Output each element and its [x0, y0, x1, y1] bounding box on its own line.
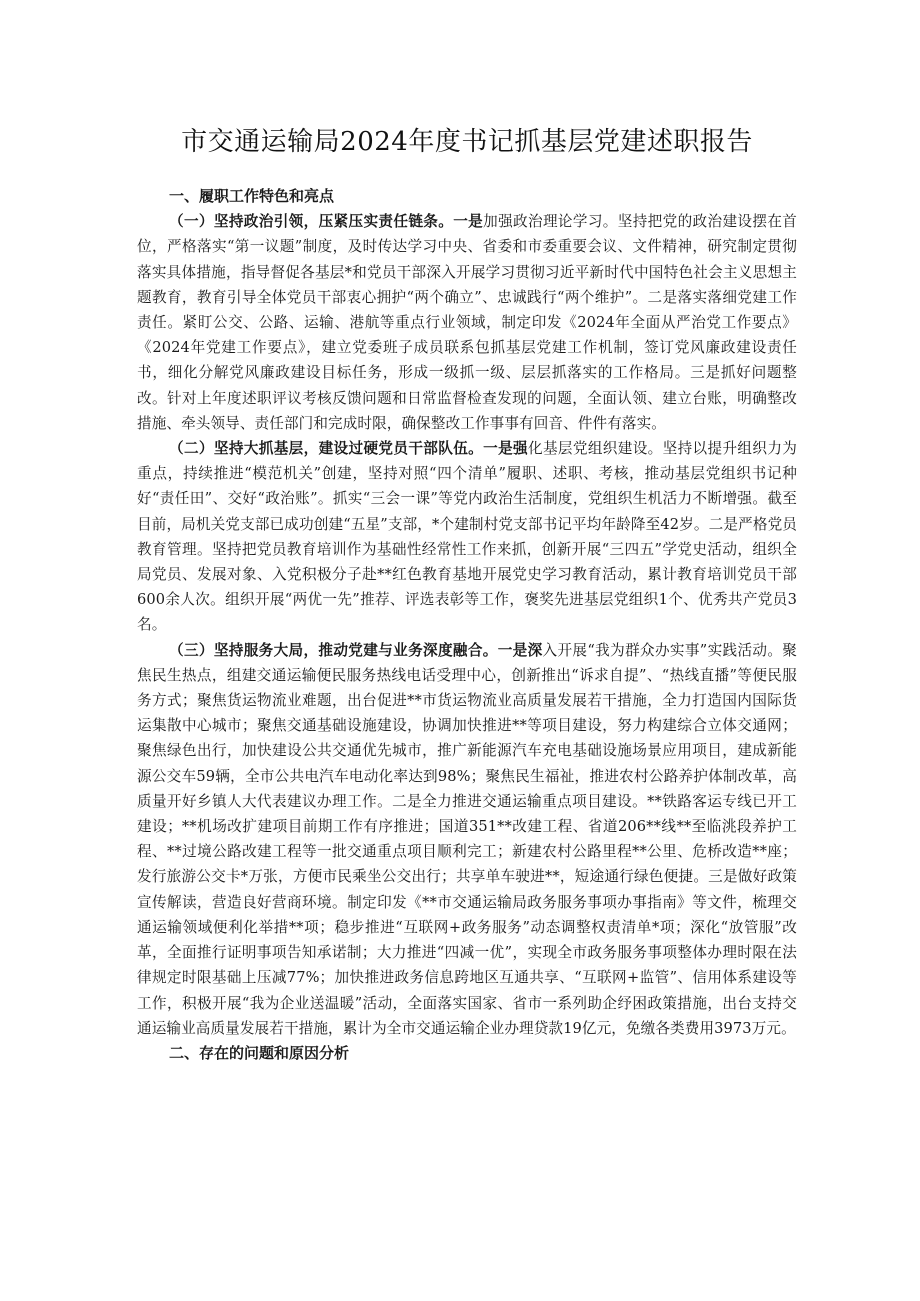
- document-title: 市交通运输局2024年度书记抓基层党建述职报告: [181, 127, 753, 157]
- paragraph-lead: （二）坚持大抓基层，建设过硬党员干部队伍。一是强: [169, 440, 528, 458]
- paragraph-body: 加强政治理论学习。坚持把党的政治建设摆在首位，严格落实“第一议题”制度，及时传达学习中央、省委和市委重要会议、文件精神，研究制定贯彻落实具体措施，指导督促各基层*和党员干部深入开展学习贯彻习近平新时代中国特色社会主义思想主题教育，教育引导全体党员干部衷心拥护“两个确立”、忠诚践行“两个维护”。二是落实落细党建工作责任。紧盯公交、公路、运输、港航等重点行业领域，制定印发《2024年全面从严治党工作要点》《2024年党建工作要点》，建立党委班子成员联系包抓基层党建工作机制，签订党风廉政建设责任书，细化分解党风廉政建设目标任务，形成一级抓一级、层层抓落实的工作格局。三是抓好问题整改。针对上年度述职评议考核反馈问题和日常监督检查发现的问题，全面认领、建立台账，明确整改措施、牵头领导、责任部门和完成时限，确保整改工作事事有回音、件件有落实。: [137, 213, 797, 432]
- paragraph-2: [137, 436, 797, 638]
- paragraph-lead: （一）坚持政治引领，压紧压实责任链条。一是: [169, 213, 484, 231]
- paragraph-3: [137, 638, 797, 1041]
- section-heading-1: 一、履职工作特色和亮点: [169, 187, 335, 205]
- paragraph-lead: （三）坚持服务大局，推动党建与业务深度融合。一是深: [169, 641, 543, 659]
- document-page: [137, 122, 797, 1066]
- section-heading-2: 二、存在的问题和原因分析: [169, 1043, 350, 1062]
- paragraph-body: 化基层党组织建设。坚持以提升组织力为重点，持续推进“模范机关”创建，坚持对照“四个清单”履职、述职、考核，推动基层党组织书记种好“责任田”、交好“政治账”。抓实“三会一课”等党内政治生活制度，党组织生机活力不断增强。截至目前，局机关党支部已成功创建“五星”支部，*个建制村党支部书记平均年龄降至42岁。二是严格党员教育管理。坚持把党员教育培训作为基础性经常性工作来抓，创新开展“三四五”学党史活动，组织全局党员、发展对象、入党积极分子赴**红色教育基地开展党史学习教育活动，累计教育培训党员干部600余人次。组织开展“两优一先”推荐、评选表彰等工作，褒奖先进基层党组织1个、优秀共产党员3名。: [137, 440, 797, 634]
- paragraph-1: [137, 209, 797, 436]
- paragraph-body: 入开展“我为群众办实事”实践活动。聚焦民生热点，组建交通运输便民服务热线电话受理中心，创新推出“诉求自提”、“热线直播”等便民服务方式；聚焦货运物流业难题，出台促进**市货运物流业高质量发展若干措施，全力打造国内国际货运集散中心城市；聚焦交通基础设施建设，协调加快推进**等项目建设，努力构建综合立体交通网；聚焦绿色出行，加快建设公共交通优先城市，推广新能源汽车充电基础设施场景应用项目，建成新能源公交车59辆，全市公共电汽车电动化率达到98%；聚焦民生福祉，推进农村公路养护体制改革，高质量开好乡镇人大代表建议办理工作。二是全力推进交通运输重点项目建设。**铁路客运专线已开工建设；**机场改扩建项目前期工作有序推进；国道351**改建工程、省道206**线**至临洮段养护工程、**过境公路改建工程等一批交通重点项目顺利完工；新建农村公路里程**公里、危桥改造**座；发行旅游公交卡*万张，方便市民乘坐公交出行；共享单车驶进**，短途通行绿色便捷。三是做好政策宣传解读，营造良好营商环境。制定印发《**市交通运输局政务服务事项办事指南》等文件，梳理交通运输领域便利化举措**项；稳步推进“互联网+政务服务”动态调整权责清单*项；深化“放管服”改革，全面推行证明事项告知承诺制；大力推进“四减一优”，实现全市政务服务事项整体办理时限在法律规定时限基础上压减77%；加快推进政务信息跨地区互通共享、“互联网+监管”、信用体系建设等工作，积极开展“我为企业送温暖”活动，全面落实国家、省市一系列助企纾困政策措施，出台支持交通运输业高质量发展若干措施，累计为全市交通运输企业办理贷款19亿元，免缴各类费用3973万元。: [137, 641, 797, 1037]
